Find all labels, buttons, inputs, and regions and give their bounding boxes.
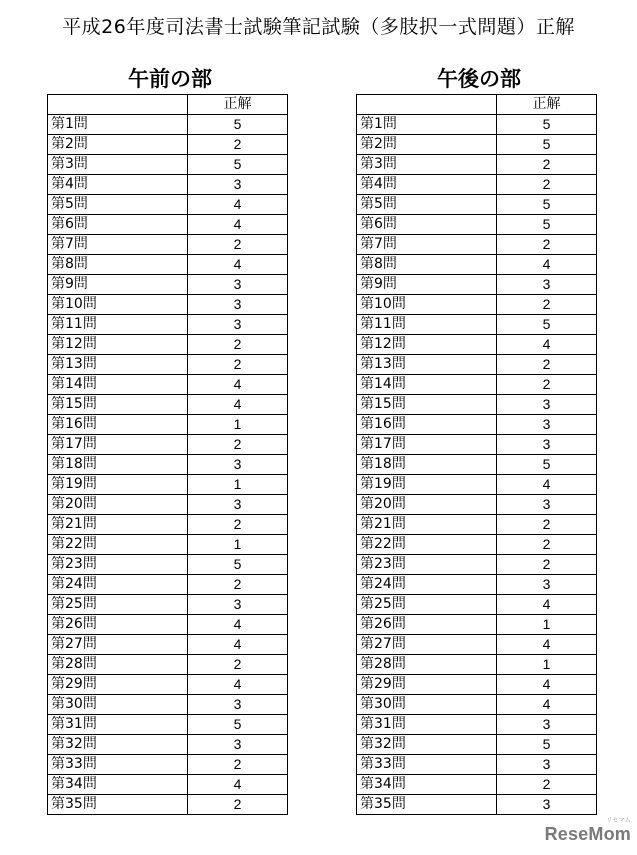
answer-cell: 4 [188,635,288,655]
question-number-cell: 第4問 [357,175,497,195]
table-row [357,295,597,315]
question-number-cell: 第7問 [48,235,188,255]
question-number-cell: 第11問 [357,315,497,335]
table-row [357,535,597,555]
table-row [357,595,597,615]
question-number-cell: 第5問 [48,195,188,215]
question-number-cell: 第22問 [357,535,497,555]
answer-cell: 1 [188,475,288,495]
answer-cell: 2 [497,175,597,195]
page-title: 平成26年度司法書士試験筆記試験（多肢択一式問題）正解 [62,16,575,38]
table-row [357,695,597,715]
afternoon-table-body [357,115,597,815]
table-row [48,515,288,535]
resemom-logo [545,818,631,845]
answer-cell: 5 [497,195,597,215]
table-row [357,615,597,635]
table-row [48,615,288,635]
answer-cell: 1 [188,415,288,435]
question-number-cell: 第3問 [357,155,497,175]
answer-cell: 4 [497,335,597,355]
answer-cell: 2 [188,575,288,595]
question-number-cell: 第31問 [357,715,497,735]
answer-cell: 3 [188,455,288,475]
question-number-cell: 第32問 [357,735,497,755]
table-row [48,455,288,475]
table-row [357,155,597,175]
answer-cell: 4 [497,595,597,615]
morning-answer-table [47,94,288,815]
morning-section [47,64,287,815]
answer-cell: 3 [188,295,288,315]
question-number-cell: 第8問 [357,255,497,275]
table-row [357,435,597,455]
answer-cell: 3 [497,755,597,775]
afternoon-section-title: 午後の部 [437,67,521,91]
question-number-cell: 第22問 [48,535,188,555]
question-number-cell: 第19問 [357,475,497,495]
answer-cell: 2 [188,335,288,355]
table-row [48,775,288,795]
answer-cell: 3 [188,695,288,715]
table-row [48,715,288,735]
question-number-cell: 第21問 [357,515,497,535]
answer-cell: 3 [188,315,288,335]
answer-cell: 3 [497,275,597,295]
question-number-cell: 第35問 [357,795,497,815]
table-row [357,675,597,695]
question-number-cell: 第7問 [357,235,497,255]
table-row [357,275,597,295]
answer-cell: 5 [497,135,597,155]
morning-table-body [48,115,288,815]
table-row [48,535,288,555]
table-row [48,255,288,275]
table-row [48,475,288,495]
answer-cell: 4 [497,255,597,275]
answer-cell: 5 [188,115,288,135]
question-number-cell: 第1問 [357,115,497,135]
question-number-cell: 第11問 [48,315,188,335]
table-row [48,595,288,615]
table-row [48,735,288,755]
table-row [357,495,597,515]
answer-cell: 4 [188,255,288,275]
table-row [48,355,288,375]
answer-cell: 1 [497,615,597,635]
answer-cell: 5 [188,715,288,735]
answer-cell: 3 [497,495,597,515]
table-row [48,395,288,415]
question-number-cell: 第12問 [48,335,188,355]
answer-header-cell: 正解 [188,95,288,115]
question-number-cell: 第20問 [48,495,188,515]
table-row [357,655,597,675]
afternoon-section [356,64,596,815]
answer-cell: 4 [497,635,597,655]
question-number-cell: 第28問 [48,655,188,675]
question-number-cell: 第1問 [48,115,188,135]
question-number-cell: 第9問 [48,275,188,295]
question-number-cell: 第25問 [48,595,188,615]
table-row [357,555,597,575]
question-number-cell: 第8問 [48,255,188,275]
table-row [48,415,288,435]
answer-cell: 3 [497,395,597,415]
answer-cell: 4 [188,615,288,635]
answer-cell: 2 [497,775,597,795]
question-number-cell: 第16問 [48,415,188,435]
question-number-cell: 第10問 [48,295,188,315]
question-number-cell: 第27問 [357,635,497,655]
question-number-cell: 第24問 [357,575,497,595]
table-row [48,655,288,675]
answer-header-cell: 正解 [497,95,597,115]
table-header-row [357,95,597,115]
morning-section-title: 午前の部 [128,67,212,91]
table-row [357,255,597,275]
answer-cell: 4 [188,775,288,795]
table-row [357,135,597,155]
question-number-cell: 第33問 [48,755,188,775]
answer-cell: 5 [497,455,597,475]
table-row [357,795,597,815]
table-row [357,375,597,395]
afternoon-answer-table [356,94,597,815]
table-row [357,215,597,235]
table-row [48,215,288,235]
answer-cell: 3 [188,275,288,295]
question-number-cell: 第18問 [357,455,497,475]
answer-cell: 2 [497,375,597,395]
question-number-cell: 第12問 [357,335,497,355]
question-number-cell: 第6問 [357,215,497,235]
question-number-cell: 第2問 [48,135,188,155]
table-row [48,295,288,315]
answer-cell: 2 [497,155,597,175]
table-row [48,335,288,355]
question-number-cell: 第34問 [357,775,497,795]
table-row [48,555,288,575]
question-number-cell: 第34問 [48,775,188,795]
table-row [48,115,288,135]
answer-cell: 3 [497,715,597,735]
answer-cell: 2 [188,515,288,535]
table-row [48,695,288,715]
question-number-cell: 第32問 [48,735,188,755]
answer-cell: 2 [497,535,597,555]
table-row [357,395,597,415]
answer-cell: 2 [188,435,288,455]
answer-cell: 4 [188,375,288,395]
question-number-cell: 第28問 [357,655,497,675]
table-row [357,775,597,795]
table-row [48,675,288,695]
logo-subtext: リセマム [606,818,631,824]
answer-cell: 5 [188,555,288,575]
answer-cell: 5 [497,115,597,135]
answer-cell: 3 [497,795,597,815]
table-row [48,575,288,595]
table-row [357,355,597,375]
question-number-cell: 第4問 [48,175,188,195]
question-number-cell: 第15問 [48,395,188,415]
question-number-cell: 第17問 [357,435,497,455]
answer-cell: 2 [497,555,597,575]
answer-cell: 2 [188,655,288,675]
table-header-row [48,95,288,115]
answer-cell: 4 [497,675,597,695]
table-row [357,195,597,215]
answer-cell: 5 [188,155,288,175]
table-row [357,115,597,135]
question-number-cell: 第15問 [357,395,497,415]
question-number-cell: 第13問 [357,355,497,375]
question-number-cell: 第6問 [48,215,188,235]
question-number-cell: 第18問 [48,455,188,475]
question-number-cell: 第30問 [357,695,497,715]
question-number-cell: 第9問 [357,275,497,295]
answer-cell: 2 [188,755,288,775]
table-row [357,315,597,335]
answer-cell: 3 [188,495,288,515]
question-number-cell: 第20問 [357,495,497,515]
table-row [48,435,288,455]
question-number-cell: 第26問 [48,615,188,635]
question-header-cell [48,95,188,115]
question-number-cell: 第33問 [357,755,497,775]
answer-cell: 5 [497,735,597,755]
question-number-cell: 第2問 [357,135,497,155]
table-row [357,635,597,655]
answer-cell: 4 [188,195,288,215]
table-row [48,235,288,255]
answer-cell: 2 [497,235,597,255]
question-number-cell: 第29問 [48,675,188,695]
answer-cell: 4 [497,475,597,495]
question-number-cell: 第10問 [357,295,497,315]
question-number-cell: 第14問 [48,375,188,395]
table-row [48,375,288,395]
answer-cell: 2 [497,295,597,315]
question-number-cell: 第21問 [48,515,188,535]
table-row [48,275,288,295]
answer-cell: 5 [497,315,597,335]
table-row [48,155,288,175]
question-number-cell: 第17問 [48,435,188,455]
question-number-cell: 第14問 [357,375,497,395]
table-row [48,755,288,775]
question-number-cell: 第23問 [357,555,497,575]
question-number-cell: 第31問 [48,715,188,735]
table-row [48,175,288,195]
table-row [48,135,288,155]
table-row [48,195,288,215]
answer-cell: 2 [497,515,597,535]
question-number-cell: 第3問 [48,155,188,175]
question-number-cell: 第30問 [48,695,188,715]
table-row [357,475,597,495]
table-row [357,235,597,255]
answer-cell: 4 [188,215,288,235]
question-number-cell: 第16問 [357,415,497,435]
answer-cell: 1 [497,655,597,675]
table-row [357,735,597,755]
table-row [357,415,597,435]
table-row [357,455,597,475]
answer-cell: 3 [188,735,288,755]
answer-cell: 1 [188,535,288,555]
answer-cell: 2 [188,355,288,375]
logo-text: ReseMom [544,824,631,844]
table-row [357,575,597,595]
table-row [357,175,597,195]
question-number-cell: 第25問 [357,595,497,615]
question-number-cell: 第29問 [357,675,497,695]
answer-cell: 2 [188,235,288,255]
question-number-cell: 第26問 [357,615,497,635]
table-row [48,315,288,335]
answer-cell: 3 [497,575,597,595]
question-number-cell: 第24問 [48,575,188,595]
question-number-cell: 第13問 [48,355,188,375]
question-number-cell: 第23問 [48,555,188,575]
answer-cell: 2 [188,135,288,155]
question-number-cell: 第35問 [48,795,188,815]
table-row [357,715,597,735]
table-row [48,795,288,815]
answer-cell: 4 [188,395,288,415]
answer-cell: 2 [188,795,288,815]
table-row [357,755,597,775]
answer-cell: 4 [188,675,288,695]
table-row [357,515,597,535]
table-row [357,335,597,355]
answer-cell: 3 [188,175,288,195]
question-number-cell: 第5問 [357,195,497,215]
question-header-cell [357,95,497,115]
question-number-cell: 第27問 [48,635,188,655]
answer-cell: 3 [188,595,288,615]
answer-cell: 2 [497,355,597,375]
question-number-cell: 第19問 [48,475,188,495]
table-row [48,495,288,515]
answer-cell: 3 [497,435,597,455]
answer-cell: 4 [497,695,597,715]
answer-cell: 5 [497,215,597,235]
answer-cell: 3 [497,415,597,435]
table-row [48,635,288,655]
